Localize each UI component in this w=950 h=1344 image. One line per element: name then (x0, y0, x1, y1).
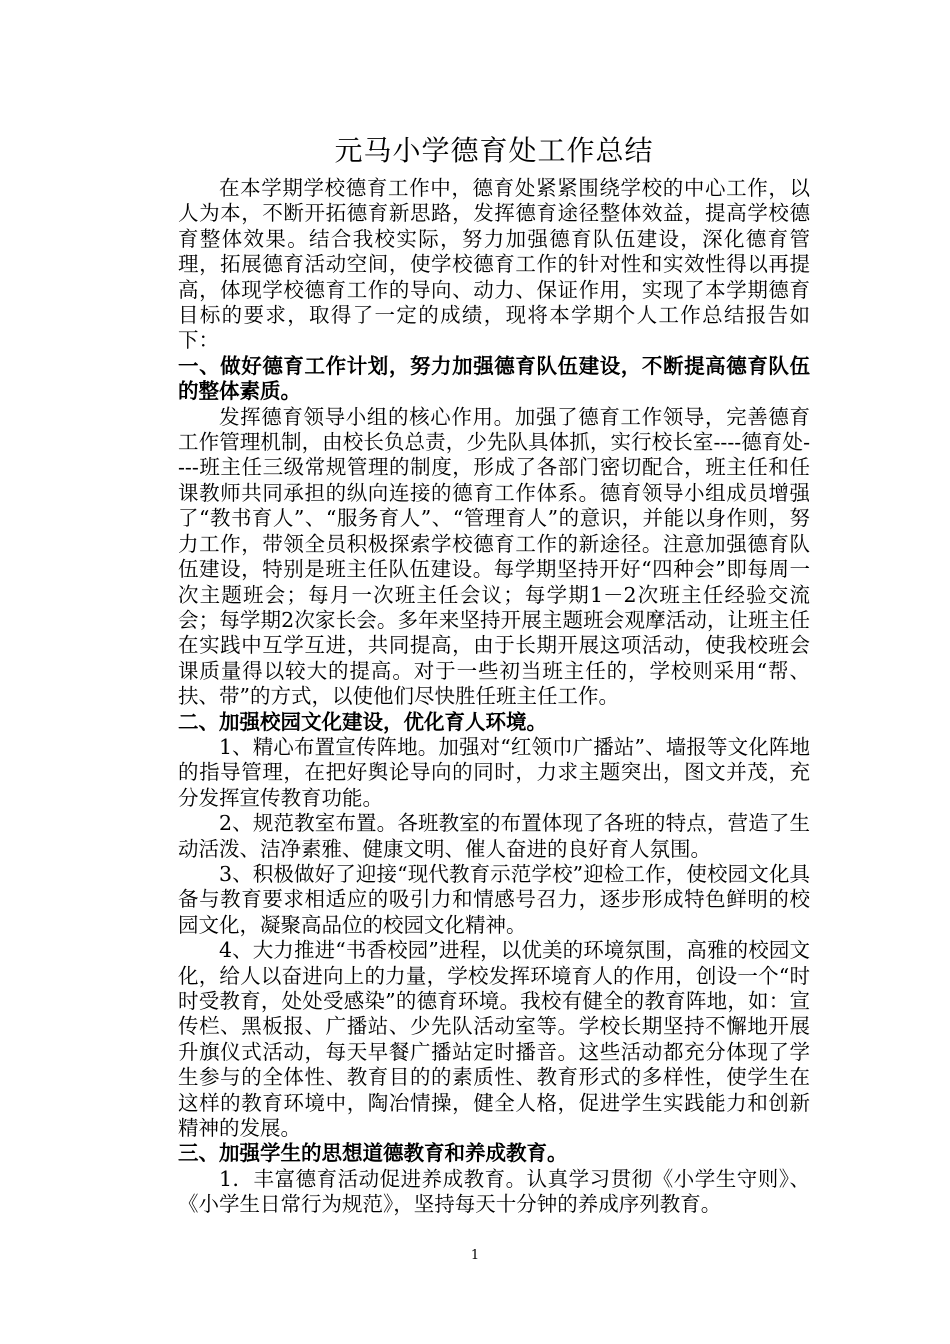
section-1-heading: 一、做好德育工作计划，努力加强德育队伍建设，不断提高德育队伍的整体素质。 (178, 353, 810, 404)
document-title: 元马小学德育处工作总结 (334, 134, 654, 167)
section-3-item-1: 1．丰富德育活动促进养成教育。认真学习贯彻《小学生守则》、《小学生日常行为规范》，坚持每天十分钟的养成序列教育。 (178, 1166, 810, 1217)
page-number: 1 (470, 1248, 480, 1263)
section-1-paragraph: 发挥德育领导小组的核心作用。加强了德育工作领导，完善德育工作管理机制，由校长负总责，少先队具体抓，实行校长室----德育处----班主任三级常规管理的制度，形成了各部门密切配合，班主任和任课教师共同承担的纵向连接的德育工作体系。德育领导小组成员增强了“教书育人”、“服务育人”、“管理育人”的意识，并能以身作则，努力工作，带领全员积极探索学校德育工作的新途径。注意加强德育队伍建设，特别是班主任队伍建设。每学期坚持开好“四种会”即每周一次主题班会；每月一次班主任会议；每学期1－2次班主任经验交流会；每学期2次家长会。多年来坚持开展主题班会观摩活动，让班主任在实践中互学互进，共同提高，由于长期开展这项活动，使我校班会课质量得以较大的提高。对于一些初当班主任的，学校则采用“帮、扶、带”的方式，以使他们尽快胜任班主任工作。 (178, 404, 810, 709)
section-2-heading: 二、加强校园文化建设，优化育人环境。 (178, 709, 547, 734)
section-2-item-3: 3、积极做好了迎接“现代教育示范学校”迎检工作，使校园文化具备与教育要求相适应的吸引力和情感号召力，逐步形成特色鲜明的校园文化，凝聚高品位的校园文化精神。 (178, 861, 810, 937)
section-3-heading: 三、加强学生的思想道德教育和养成教育。 (178, 1141, 568, 1166)
document-page (178, 132, 810, 1218)
section-2-item-2: 2、规范教室布置。各班教室的布置体现了各班的特点，营造了生动活泼、洁净素雅、健康文明、催人奋进的良好育人氛围。 (178, 811, 810, 861)
section-2-item-4: 4、大力推进“书香校园”进程，以优美的环境氛围，高雅的校园文化，给人以奋进向上的力量，学校发挥环境育人的作用，创设一个“时时受教育，处处受感染”的德育环境。我校有健全的教育阵地，如：宣传栏、黑板报、广播站、少先队活动室等。学校长期坚持不懈地开展升旗仪式活动，每天早餐广播站定时播音。这些活动都充分体现了学生参与的全体性、教育目的的素质性、教育形式的多样性，使学生在这样的教育环境中，陶冶情操，健全人格，促进学生实践能力和创新精神的发展。 (178, 938, 810, 1141)
section-2-item-1: 1、精心布置宣传阵地。加强对“红领巾广播站”、墙报等文化阵地的指导管理，在把好舆论导向的同时，力求主题突出，图文并茂，充分发挥宣传教育功能。 (178, 734, 810, 810)
intro-paragraph: 在本学期学校德育工作中，德育处紧紧围绕学校的中心工作，以人为本，不断开拓德育新思路，发挥德育途径整体效益，提高学校德育整体效果。结合我校实际，努力加强德育队伍建设，深化德育管理，拓展德育活动空间，使学校德育工作的针对性和实效性得以再提高，体现学校德育工作的导向、动力、保证作用，实现了本学期德育目标的要求，取得了一定的成绩，现将本学期个人工作总结报告如下： (178, 176, 810, 353)
